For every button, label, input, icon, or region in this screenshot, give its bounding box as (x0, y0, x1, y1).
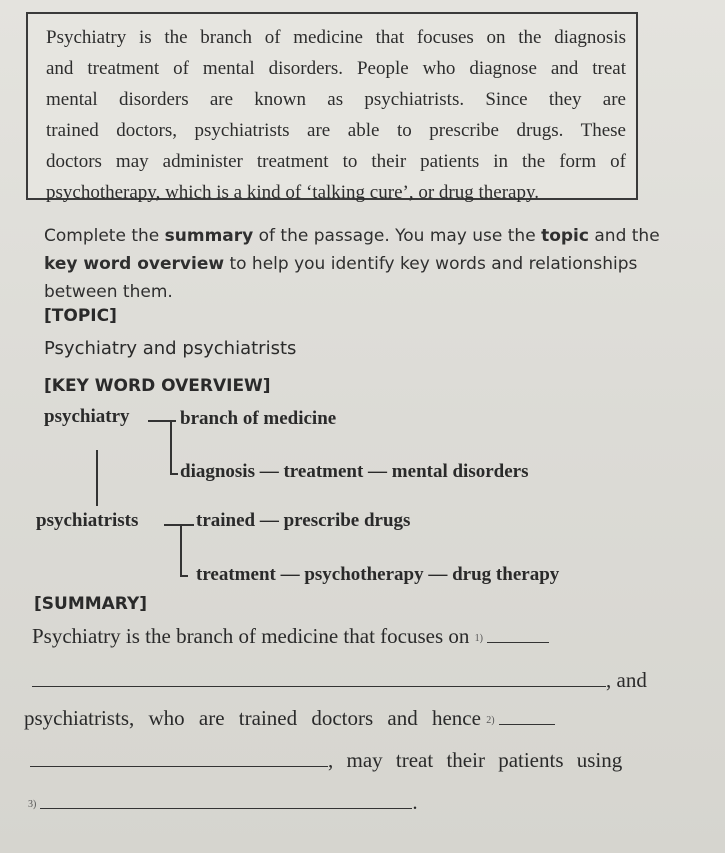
overview-label: [KEY WORD OVERVIEW] (44, 376, 271, 396)
summary-label: [SUMMARY] (34, 594, 148, 614)
connector-line (164, 524, 194, 526)
summary-text: , and (606, 668, 647, 692)
answer-blank-2[interactable] (499, 706, 555, 725)
vertical-link-line (96, 450, 98, 506)
keyword-psychiatry: psychiatry (44, 406, 130, 427)
passage-line: Psychiatry is the branch of medicine that focuses on the diagnosis (46, 27, 626, 48)
summary-text: , may treat their patients using (328, 748, 623, 772)
keyword-treatment-line: treatment — psychotherapy — drug therapy (196, 564, 560, 585)
instructions-text: and the (588, 226, 660, 246)
passage-line: psychotherapy, which is a kind of ‘talking cure’, or drug therapy. (46, 182, 539, 203)
answer-blank-1-cont[interactable] (32, 668, 606, 687)
passage-line: doctors may administer treatment to their patients in the form of (46, 151, 626, 172)
summary-line-1 (32, 624, 682, 649)
keyword-trained-line: trained — prescribe drugs (196, 510, 411, 531)
keyword-branch: branch of medicine (180, 408, 337, 429)
summary-text: Psychiatry is the branch of medicine that focuses on (32, 624, 470, 648)
blank-number: 3) (28, 798, 37, 810)
answer-blank-2-cont[interactable] (30, 748, 328, 767)
blank-number: 2) (486, 714, 495, 726)
instructions-text: to help you identify key words and relationships between them. (44, 254, 638, 302)
answer-blank-1[interactable] (487, 624, 549, 643)
instructions (44, 222, 674, 306)
instructions-text: Complete the (44, 226, 165, 246)
summary-line-5 (28, 790, 678, 815)
instructions-bold: topic (541, 226, 589, 246)
summary-line-4 (30, 748, 680, 773)
passage-line: and treatment of mental disorders. People who diagnose and treat (46, 58, 626, 79)
bracket-line (170, 473, 178, 475)
summary-text: . (412, 790, 418, 814)
topic-label: [TOPIC] (44, 306, 117, 326)
connector-line (148, 420, 176, 422)
summary-line-3 (24, 706, 674, 731)
keyword-diagnosis-line: diagnosis — treatment — mental disorders (180, 461, 529, 482)
answer-blank-3[interactable] (40, 790, 412, 809)
bracket-line (180, 575, 188, 577)
bracket-line (180, 524, 182, 576)
passage-line: trained doctors, psychiatrists are able to prescribe drugs. These (46, 120, 626, 141)
bracket-line (170, 420, 172, 474)
passage-text (46, 22, 626, 208)
blank-number: 1) (474, 632, 483, 644)
summary-text: psychiatrists, who are trained doctors and hence (24, 706, 481, 730)
summary-line-2 (32, 668, 682, 693)
instructions-bold: summary (164, 226, 254, 246)
keyword-psychiatrists: psychiatrists (36, 510, 139, 531)
topic-text: Psychiatry and psychiatrists (44, 338, 297, 359)
instructions-bold: key word overview (44, 254, 225, 274)
passage-line: mental disorders are known as psychiatrists. Since they are (46, 89, 626, 110)
instructions-text: of the passage. You may use the (253, 226, 542, 246)
